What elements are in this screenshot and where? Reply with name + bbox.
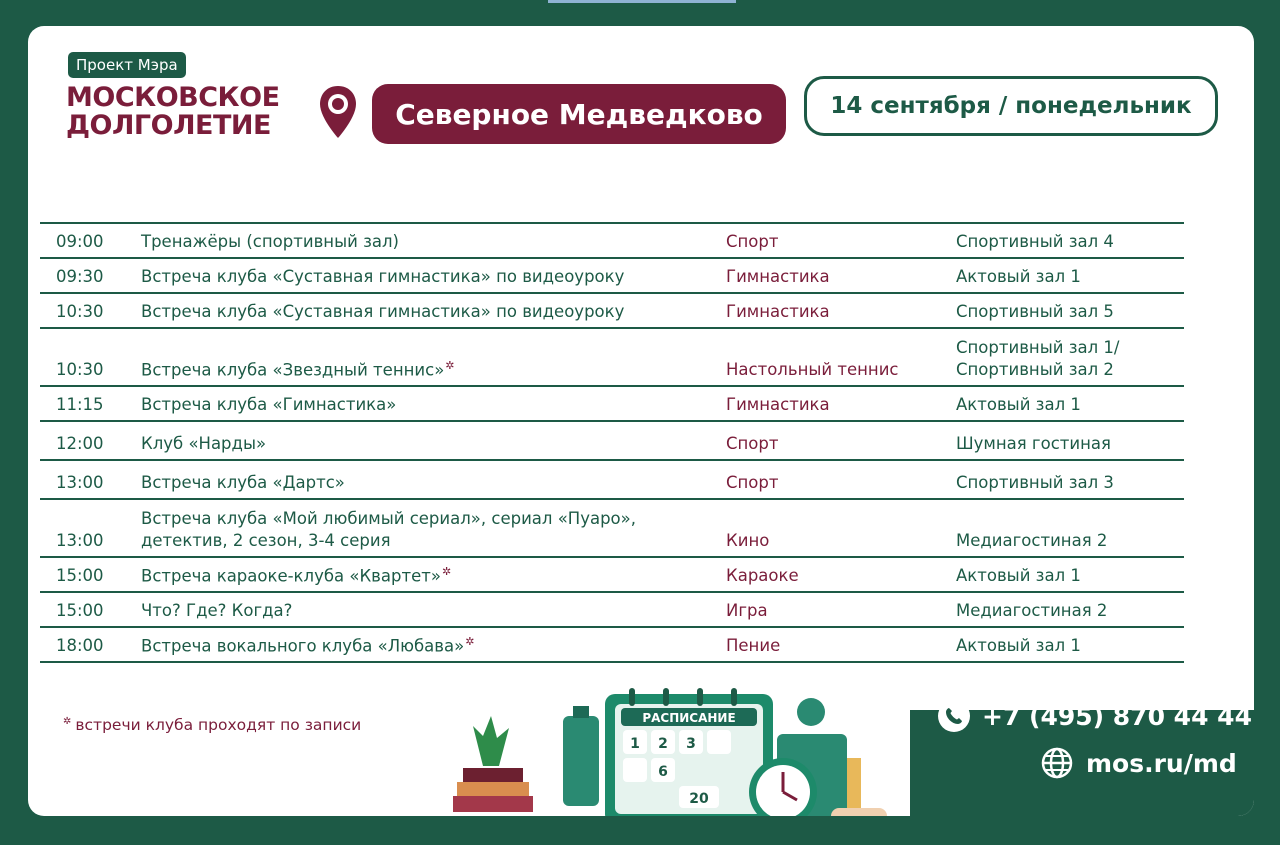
event-title-text: Встреча клуба «Звездный теннис»: [141, 360, 445, 379]
event-title-text: Встреча клуба «Суставная гимнастика» по видеоуроку: [141, 267, 625, 286]
calendar-number: 20: [689, 791, 709, 807]
phone-icon: [938, 700, 970, 732]
calendar-number: 6: [658, 764, 668, 780]
event-title: [141, 266, 701, 288]
event-category: Спорт: [726, 232, 779, 251]
schedule-row: [40, 329, 1184, 387]
event-location: Спортивный зал 4: [956, 232, 1114, 251]
phone-contact[interactable]: [938, 700, 1280, 732]
schedule-row: [40, 422, 1184, 461]
event-location: Актовый зал 1: [956, 566, 1081, 585]
event-title-text: Встреча клуба «Гимнастика»: [141, 395, 397, 414]
event-title-text: Встреча клуба «Дартс»: [141, 473, 345, 492]
event-title-text: Тренажёры (спортивный зал): [141, 232, 399, 251]
event-category: Гимнастика: [726, 302, 830, 321]
schedule-row: [40, 500, 1184, 558]
website-link[interactable]: mos.ru/md: [1086, 748, 1237, 778]
event-title: [141, 472, 701, 494]
event-time: 13:00: [56, 531, 104, 550]
footnote: [62, 716, 361, 734]
event-time: 11:15: [56, 395, 104, 414]
calendar-number: 2: [658, 736, 668, 752]
event-category: Пение: [726, 636, 781, 655]
event-time: 13:00: [56, 473, 104, 492]
event-category: Игра: [726, 601, 768, 620]
event-time: 09:30: [56, 267, 104, 286]
calendar-number: 3: [686, 736, 696, 752]
event-location: Медиагостиная 2: [956, 601, 1108, 620]
event-time: 09:00: [56, 232, 104, 251]
event-category: Гимнастика: [726, 395, 830, 414]
schedule-row: [40, 461, 1184, 500]
schedule-card: [28, 26, 1254, 816]
event-title: [141, 631, 701, 658]
event-category: Спорт: [726, 473, 779, 492]
schedule-row: [40, 628, 1184, 663]
event-title-text: Клуб «Нарды»: [141, 434, 267, 453]
event-category: Гимнастика: [726, 267, 830, 286]
event-location: Спортивный зал 3: [956, 473, 1114, 492]
event-location: Актовый зал 1: [956, 267, 1081, 286]
event-location: Спортивный зал 5: [956, 302, 1114, 321]
event-time: 15:00: [56, 566, 104, 585]
event-time: 10:30: [56, 302, 104, 321]
event-title: [141, 394, 701, 416]
event-title: [141, 508, 701, 552]
schedule-row: [40, 558, 1184, 593]
event-location: Актовый зал 1: [956, 395, 1081, 414]
footnote-text: встречи клуба проходят по записи: [75, 716, 362, 735]
project-badge: Проект Мэра: [68, 52, 186, 78]
event-location: Шумная гостиная: [956, 434, 1111, 453]
event-time: 12:00: [56, 434, 104, 453]
logo-title: [66, 84, 280, 140]
event-title-text: Встреча клуба «Мой любимый сериал», сериал «Пуаро», детектив, 2 сезон, 3-4 серия: [141, 509, 636, 550]
event-title-text: Встреча вокального клуба «Любава»: [141, 636, 465, 655]
footnote-star: ✲: [63, 716, 72, 727]
website-contact[interactable]: [1040, 746, 1280, 780]
event-category: Кино: [726, 531, 770, 550]
event-title: [141, 355, 701, 382]
event-location: Актовый зал 1: [956, 636, 1081, 655]
schedule-illustration: [413, 666, 893, 816]
location-pin-icon: [318, 84, 358, 144]
schedule-row: [40, 224, 1184, 259]
event-time: 10:30: [56, 360, 104, 379]
district-pill: Северное Медведково: [372, 84, 786, 144]
registration-star-icon: ✲: [441, 564, 452, 578]
event-title: [141, 231, 701, 253]
phone-number[interactable]: +7 (495) 870 44 44: [982, 701, 1252, 731]
schedule-row: [40, 294, 1184, 329]
event-title: [141, 433, 701, 455]
event-category: Спорт: [726, 434, 779, 453]
event-category: Настольный теннис: [726, 360, 899, 379]
event-time: 18:00: [56, 636, 104, 655]
top-accent-bar: [548, 0, 736, 3]
event-title-text: Встреча клуба «Суставная гимнастика» по видеоуроку: [141, 302, 625, 321]
schedule-row: [40, 387, 1184, 422]
illustration-label: РАСПИСАНИЕ: [642, 711, 736, 725]
schedule-row: [40, 593, 1184, 628]
schedule-row: [40, 259, 1184, 294]
event-title: [141, 561, 701, 588]
event-time: 15:00: [56, 601, 104, 620]
globe-icon: [1040, 746, 1074, 780]
schedule-table: [40, 222, 1184, 663]
event-title-text: Что? Где? Когда?: [141, 601, 293, 620]
date-pill: 14 сентября / понедельник: [804, 76, 1218, 136]
event-location: Медиагостиная 2: [956, 531, 1108, 550]
calendar-number: 1: [630, 736, 640, 752]
event-title-text: Встреча караоке-клуба «Квартет»: [141, 566, 441, 585]
registration-star-icon: ✲: [465, 634, 475, 648]
event-title: [141, 301, 701, 323]
logo-line-2: ДОЛГОЛЕТИЕ: [66, 110, 271, 141]
event-title: [141, 600, 701, 622]
logo-line-1: МОСКОВСКОЕ: [66, 82, 280, 113]
event-category: Караоке: [726, 566, 799, 585]
event-location: Спортивный зал 1/ Спортивный зал 2: [956, 338, 1120, 379]
registration-star-icon: ✲: [445, 358, 455, 372]
